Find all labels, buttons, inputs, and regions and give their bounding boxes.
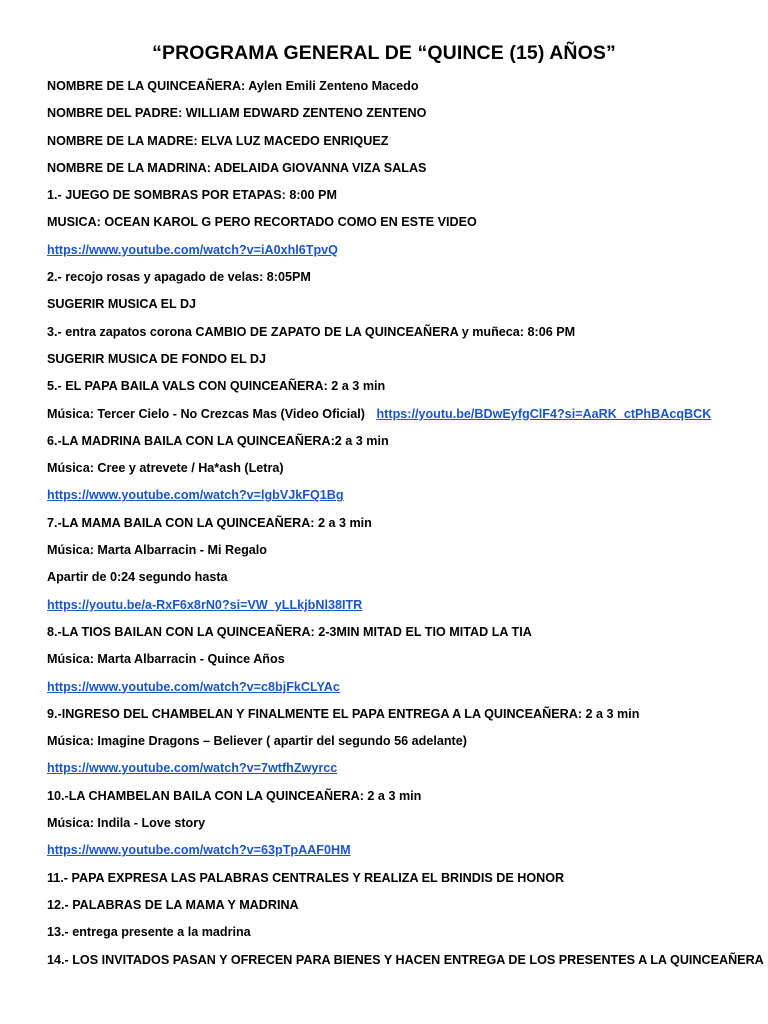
line-item-13: 13.- entrega presente a la madrina	[47, 925, 251, 940]
link-item-7-video[interactable]: https://youtu.be/a-RxF6x8rN0?si=VW_yLLkjbNl38ITR	[47, 597, 363, 612]
line-item-5-music	[47, 405, 747, 432]
line-item-5: 5.- EL PAPA BAILA VALS CON QUINCEAÑERA: 2 a 3 min	[47, 379, 386, 394]
line-item-7: 7.-LA MAMA BAILA CON LA QUINCEAÑERA: 2 a 3 min	[47, 515, 372, 530]
line-item-1-music: MUSICA: OCEAN KAROL G PERO RECORTADO COMO EN ESTE VIDEO	[47, 215, 477, 230]
line-godmother-name: NOMBRE DE LA MADRINA: ADELAIDA GIOVANNA VIZA SALAS	[47, 160, 427, 175]
line-item-5-music-text: Música: Tercer Cielo - No Crezcas Mas (Video Oficial)	[47, 406, 365, 421]
line-item-2: 2.- recojo rosas y apagado de velas: 8:05PM	[47, 270, 311, 285]
line-item-9: 9.-INGRESO DEL CHAMBELAN Y FINALMENTE EL PAPA ENTREGA A LA QUINCEAÑERA: 2 a 3 min	[47, 706, 640, 721]
line-item-12: 12.- PALABRAS DE LA MAMA Y MADRINA	[47, 897, 299, 912]
line-father-name: NOMBRE DEL PADRE: WILLIAM EDWARD ZENTENO ZENTENO	[47, 106, 427, 121]
line-item-9-music: Música: Imagine Dragons – Believer ( apartir del segundo 56 adelante)	[47, 734, 467, 749]
line-item-3: 3.- entra zapatos corona CAMBIO DE ZAPATO DE LA QUINCEAÑERA y muñeca: 8:06 PM	[47, 324, 576, 339]
link-item-9-video[interactable]: https://www.youtube.com/watch?v=7wtfhZwyrcc	[47, 761, 338, 776]
line-item-7-start: Apartir de 0:24 segundo hasta	[47, 570, 228, 585]
line-item-14: 14.- LOS INVITADOS PASAN Y OFRECEN PARA BIENES Y HACEN ENTREGA DE LOS PRESENTES A LA QUINCEAÑERA	[47, 952, 764, 967]
link-item-1-video[interactable]: https://www.youtube.com/watch?v=iA0xhl6TpvQ	[47, 242, 338, 257]
line-item-3-music: SUGERIR MUSICA DE FONDO EL DJ	[47, 351, 267, 366]
link-item-5-video[interactable]: https://youtu.be/BDwEyfgClF4?si=AaRK_ctPhBAcqBCK	[376, 406, 712, 421]
link-item-6-video[interactable]: https://www.youtube.com/watch?v=lgbVJkFQ1Bg	[47, 488, 344, 503]
line-item-8-music: Música: Marta Albarracin - Quince Años	[47, 652, 285, 667]
line-item-8: 8.-LA TIOS BAILAN CON LA QUINCEAÑERA: 2-3MIN MITAD EL TIO MITAD LA TIA	[47, 624, 532, 639]
line-item-10-music: Música: Indila - Love story	[47, 816, 206, 831]
line-item-6: 6.-LA MADRINA BAILA CON LA QUINCEAÑERA:2 a 3 min	[47, 433, 389, 448]
line-quinceanera-name: NOMBRE DE LA QUINCEAÑERA: Aylen Emili Zenteno Macedo	[47, 79, 419, 93]
line-mother-name: NOMBRE DE LA MADRE: ELVA LUZ MACEDO ENRIQUEZ	[47, 133, 389, 148]
link-item-10-video[interactable]: https://www.youtube.com/watch?v=63pTpAAF0HM	[47, 843, 351, 858]
page-title: “PROGRAMA GENERAL DE “QUINCE (15) AÑOS”	[152, 42, 616, 64]
line-item-1: 1.- JUEGO DE SOMBRAS POR ETAPAS: 8:00 PM	[47, 188, 337, 203]
link-item-8-video[interactable]: https://www.youtube.com/watch?v=c8bjFkCLYAc	[47, 679, 340, 694]
line-item-11: 11.- PAPA EXPRESA LAS PALABRAS CENTRALES Y REALIZA EL BRINDIS DE HONOR	[47, 870, 565, 885]
line-item-7-music: Música: Marta Albarracin - Mi Regalo	[47, 543, 267, 558]
line-item-10: 10.-LA CHAMBELAN BAILA CON LA QUINCEAÑERA: 2 a 3 min	[47, 788, 422, 803]
line-item-2-music: SUGERIR MUSICA EL DJ	[47, 297, 197, 312]
line-item-6-music: Música: Cree y atrevete / Ha*ash (Letra)	[47, 461, 284, 476]
program-lines	[47, 77, 764, 978]
